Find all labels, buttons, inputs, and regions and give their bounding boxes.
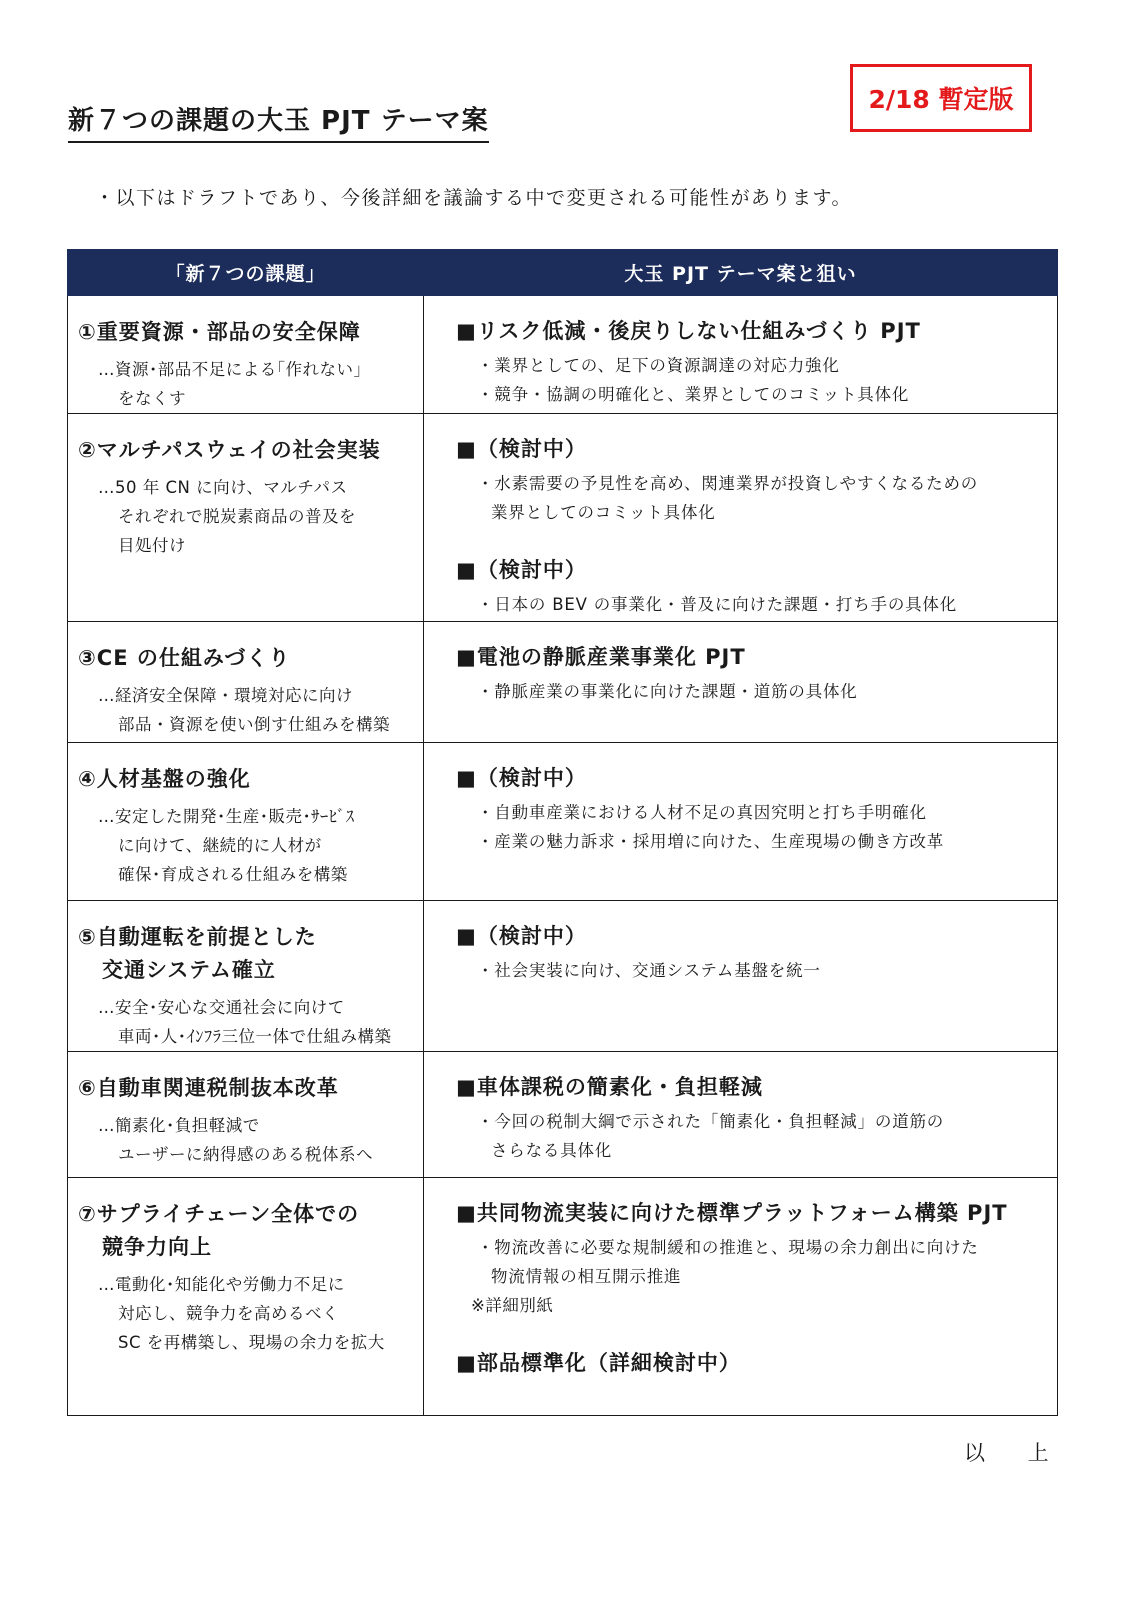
issue-description <box>78 1270 423 1357</box>
spacer <box>459 527 1057 555</box>
bullet-item <box>477 827 1057 856</box>
header-issues: 「新７つの課題」 <box>68 250 424 296</box>
issue-description-line: をなくす <box>118 389 186 408</box>
project-bullets <box>459 677 1057 706</box>
header-projects: 大玉 PJT テーマ案と狙い <box>424 250 1058 296</box>
table-row <box>68 296 1058 414</box>
issue-description-line: …経済安全保障・環境対応に向け <box>98 686 353 705</box>
issue-cell <box>68 296 424 414</box>
bullet-line: ・日本の BEV の事業化・普及に向けた課題・打ち手の具体化 <box>477 595 958 614</box>
issue-description-line: 車両･人･ｲﾝﾌﾗ三位一体で仕組み構築 <box>118 1027 392 1046</box>
project-title: ■（検討中） <box>456 766 587 790</box>
issue-title-line: ⑤自動運転を前提とした <box>78 925 317 949</box>
project-remark: ※詳細別紙 <box>471 1296 554 1315</box>
bullet-line: 業界としてのコミット具体化 <box>491 503 716 522</box>
project-cell <box>424 414 1058 622</box>
table-row <box>68 743 1058 901</box>
bullet-line: ・静脈産業の事業化に向けた課題・道筋の具体化 <box>477 682 858 701</box>
issue-cell <box>68 1178 424 1416</box>
project-title: ■部品標準化（詳細検討中） <box>456 1351 741 1375</box>
issue-cell <box>68 414 424 622</box>
issue-description-line: ユーザーに納得感のある税体系へ <box>118 1145 373 1164</box>
closing-mark: 以 上 <box>964 1441 1067 1465</box>
issue-description-line: …資源･部品不足による｢作れない｣ <box>98 360 363 379</box>
bullet-line: さらなる具体化 <box>491 1141 613 1160</box>
issue-title-line: ⑦サプライチェーン全体での <box>78 1202 360 1226</box>
issue-cell <box>68 901 424 1052</box>
bullet-line: ・自動車産業における人材不足の真因究明と打ち手明確化 <box>477 803 927 822</box>
project-cell <box>424 743 1058 901</box>
table-row <box>68 901 1058 1052</box>
project-cell <box>424 622 1058 743</box>
project-title: ■リスク低減・後戻りしない仕組みづくり PJT <box>456 319 921 343</box>
project-title: ■車体課税の簡素化・負担軽減 <box>456 1075 763 1099</box>
bullet-item <box>477 1107 1057 1165</box>
issue-description <box>78 473 423 560</box>
issue-description <box>78 802 423 889</box>
table-row <box>68 414 1058 622</box>
issue-cell <box>68 743 424 901</box>
issue-title-line: ⑥自動車関連税制抜本改革 <box>78 1076 339 1100</box>
issue-title-line: 交通システム確立 <box>102 958 276 982</box>
issue-description-line: 対応し、競争力を高めるべく <box>118 1304 339 1323</box>
issue-description-line: 確保･育成される仕組みを構築 <box>118 865 348 884</box>
issue-title <box>78 316 423 349</box>
issue-description-line: 部品・資源を使い倒す仕組みを構築 <box>118 715 390 734</box>
issue-title-line: ①重要資源・部品の安全保障 <box>78 320 361 344</box>
issue-title <box>78 434 423 467</box>
issue-description-line: …安全･安心な交通社会に向けて <box>98 998 345 1017</box>
issue-title-line: ②マルチパスウェイの社会実装 <box>78 438 381 462</box>
project-cell <box>424 296 1058 414</box>
project-bullets <box>459 469 1057 527</box>
issue-title <box>78 642 423 675</box>
issue-description <box>78 681 423 739</box>
issue-description-line: に向けて、継続的に人材が <box>118 836 322 855</box>
spacer <box>459 1320 1057 1348</box>
bullet-item <box>477 677 1057 706</box>
bullet-item <box>477 351 1057 380</box>
project-title: ■共同物流実装に向けた標準プラットフォーム構築 PJT <box>456 1201 1008 1225</box>
project-bullets <box>459 1233 1057 1291</box>
issue-description-line: 目処付け <box>118 536 186 555</box>
project-title: ■電池の静脈産業事業化 PJT <box>456 645 746 669</box>
draft-note: ・以下はドラフトであり、今後詳細を議論する中で変更される可能性があります。 <box>95 187 852 209</box>
project-cell <box>424 1052 1058 1178</box>
issue-description <box>78 1111 423 1169</box>
project-bullets <box>459 798 1057 856</box>
project-cell <box>424 901 1058 1052</box>
project-bullets <box>459 351 1057 409</box>
issue-description-line: …50 年 CN に向け、マルチパス <box>98 478 348 497</box>
issue-title <box>78 1072 423 1105</box>
issue-description-line: それぞれで脱炭素商品の普及を <box>118 507 356 526</box>
project-bullets <box>459 1107 1057 1165</box>
bullet-line: ・競争・協調の明確化と、業界としてのコミット具体化 <box>477 385 910 404</box>
bullet-line: ・物流改善に必要な規制緩和の推進と、現場の余力創出に向けた <box>477 1238 979 1257</box>
issue-description <box>78 993 423 1051</box>
page-title: 新７つの課題の大玉 PJT テーマ案 <box>68 100 489 143</box>
bullet-line: ・社会実装に向け、交通システム基盤を統一 <box>477 961 821 980</box>
issue-title-line: 競争力向上 <box>102 1235 212 1259</box>
project-cell <box>424 1178 1058 1416</box>
bullet-line: ・今回の税制大綱で示された「簡素化・負担軽減」の道筋の <box>477 1112 945 1131</box>
project-title: ■（検討中） <box>456 558 587 582</box>
bullet-line: ・業界としての、足下の資源調達の対応力強化 <box>477 356 840 375</box>
project-title: ■（検討中） <box>456 924 587 948</box>
issue-description-line: …安定した開発･生産･販売･ｻｰﾋﾞｽ <box>98 807 355 826</box>
issue-description-line: …簡素化･負担軽減で <box>98 1116 260 1135</box>
bullet-item <box>477 469 1057 527</box>
issue-title <box>78 763 423 796</box>
issue-title <box>78 1198 423 1264</box>
project-title: ■（検討中） <box>456 437 587 461</box>
table-row <box>68 1178 1058 1416</box>
version-stamp: 2/18 暫定版 <box>850 64 1032 132</box>
issue-description-line: …電動化･知能化や労働力不足に <box>98 1275 345 1294</box>
bullet-line: ・産業の魅力訴求・採用増に向けた、生産現場の働き方改革 <box>477 832 945 851</box>
table-row <box>68 622 1058 743</box>
issue-cell <box>68 622 424 743</box>
issue-title <box>78 921 423 987</box>
project-bullets <box>459 590 1057 619</box>
bullet-line: ・水素需要の予見性を高め、関連業界が投資しやすくなるための <box>477 474 979 493</box>
bullet-item <box>477 590 1057 619</box>
issue-description <box>78 355 423 413</box>
bullet-item <box>477 1233 1057 1291</box>
table-row <box>68 1052 1058 1178</box>
issue-cell <box>68 1052 424 1178</box>
bullet-item <box>477 956 1057 985</box>
project-bullets <box>459 956 1057 985</box>
bullet-item <box>477 380 1057 409</box>
issue-title-line: ④人材基盤の強化 <box>78 767 251 791</box>
issue-description-line: SC を再構築し、現場の余力を拡大 <box>118 1333 385 1352</box>
bullet-item <box>477 798 1057 827</box>
bullet-line: 物流情報の相互開示推進 <box>491 1267 682 1286</box>
theme-table <box>67 249 1058 1416</box>
issue-title-line: ③CE の仕組みづくり <box>78 646 291 670</box>
